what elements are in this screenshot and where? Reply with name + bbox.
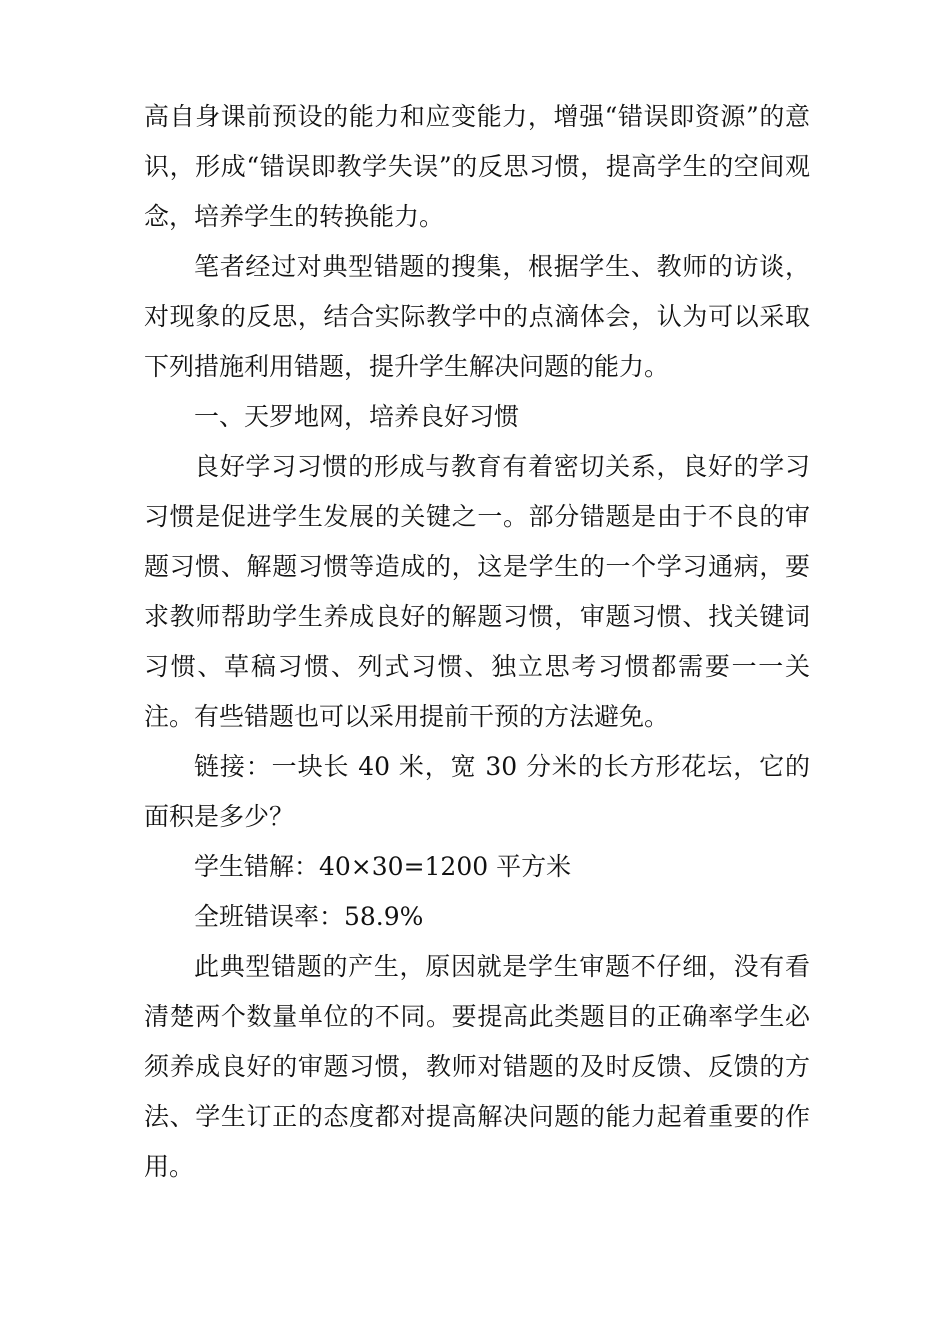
document-page bbox=[144, 92, 810, 1192]
paragraph-good-habits: 良好学习习惯的形成与教育有着密切关系，良好的学习习惯是促进学生发展的关键之一。部分错题是由于不良的审题习惯、解题习惯等造成的，这是学生的一个学习通病，要求教师帮助学生养成良好的解题习惯，审题习惯、找关键词习惯、草稿习惯、列式习惯、独立思考习惯都需要一一关注。有些错题也可以采用提前干预的方法避免。 bbox=[144, 452, 810, 731]
paragraph-intro-continuation: 高自身课前预设的能力和应变能力，增强“错误即资源”的意识，形成“错误即教学失误”的反思习惯，提高学生的空间观念，培养学生的转换能力。 bbox=[144, 102, 810, 231]
paragraph-analysis: 此典型错题的产生，原因就是学生审题不仔细，没有看清楚两个数量单位的不同。要提高此类题目的正确率学生必须养成良好的审题习惯，教师对错题的及时反馈、反馈的方法、学生订正的态度都对提高解决问题的能力起着重要的作用。 bbox=[144, 952, 810, 1181]
paragraph-student-error: 学生错解：40×30=1200 平方米 bbox=[194, 852, 572, 881]
section-heading-habits: 一、天罗地网，培养良好习惯 bbox=[194, 402, 520, 431]
paragraph-error-rate: 全班错误率：58.9% bbox=[194, 902, 424, 931]
paragraph-example-problem: 链接：一块长 40 米，宽 30 分米的长方形花坛，它的面积是多少？ bbox=[144, 752, 810, 831]
paragraph-measures: 笔者经过对典型错题的搜集，根据学生、教师的访谈，对现象的反思，结合实际教学中的点滴体会，认为可以采取下列措施利用错题，提升学生解决问题的能力。 bbox=[144, 252, 810, 381]
